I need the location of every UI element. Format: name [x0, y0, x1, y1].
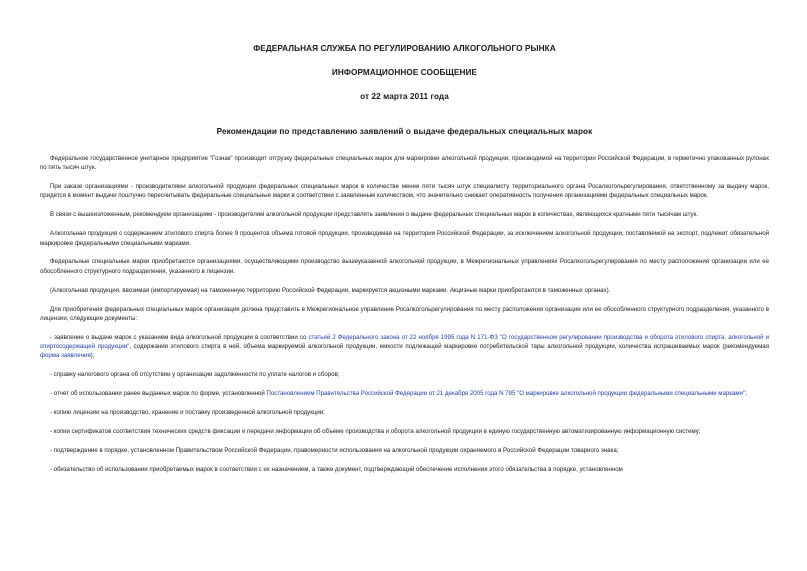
list-item-obligation: - обязательство об использовании приобретаемых марок в соответствии с их назначением, а также документ, подтверждающий обеспечение исполнения этого обязательства в порядке, установленном — [50, 465, 623, 473]
paragraph: (Алкогольная продукция, ввозимая (импортируемая) на таможенную территорию Российской Федерации, маркируется акцизными марками. Акцизные марки приобретаются в таможенных органах). — [50, 286, 611, 294]
list-item-certificates: - копии сертификатов соответствия технических средств фиксации и передачи информации об объеме производства и оборота алкогольной продукции в единую государственную автоматизированную информационную систему; — [50, 427, 701, 435]
document-date: от 22 марта 2011 года — [360, 92, 449, 101]
organization-heading: ФЕДЕРАЛЬНАЯ СЛУЖБА ПО РЕГУЛИРОВАНИЮ АЛКОГОЛЬНОГО РЫНКА — [253, 44, 556, 53]
list-item-application — [40, 333, 769, 361]
paragraph: Федеральные специальные марки приобретаются организациями, осуществляющими производство вышеуказанной алкогольной продукции, в Межрегиональных управлениях Росалкогольрегулирования по месту расположения организации или ее обособленного структурного подразделения, указанного в лицензии. — [40, 258, 769, 275]
text-segment: , содержания этилового спирта в ней, объема маркируемой алкогольной продукции, емкости подлежащей маркировке потребительской тары алкогольной продукции, количества испрашиваемых марок (рекомендуемая — [129, 343, 769, 351]
paragraph: Алкогольная продукция с содержанием этилового спирта более 9 процентов объема готовой продукции, производимая на территории Российской Федерации, за исключением алкогольной продукции, поставляемой на экспорт, подлежит обязательной маркировке федеральными специальными марками. — [40, 230, 769, 247]
paragraph: При заказе организациями - производителями алкогольной продукции федеральных специальных марок в количестве менее пяти тысяч штук специалисту территориального органа Росалкогольрегулирования, ответственному за выдачу марок, придется в момент выдачи поштучно пересчитывать федеральные специальные марки в соответствии с заявленным количеством, что значительно снижает оперативность получения организациями федеральных специальных марок. — [40, 183, 769, 200]
law-171-fz-link[interactable]: статьей 2 Федерального закона от 22 ноября 1995 года N 171-ФЗ "О государственном регулировании производства и оборота этилового спирта, алкогольной и спиртосодержащей продукции" — [40, 333, 769, 351]
list-item-usage-report — [40, 389, 769, 398]
paragraph: В связи с вышеизложенным, рекомендуем организациям - производителям алкогольной продукции представлять заявления о выдаче федеральных специальных марок в количествах, являющихся кратными пяти тысячам штук. — [50, 211, 698, 219]
text-segment: ; — [745, 390, 747, 398]
application-form-link[interactable]: форма заявления — [40, 352, 91, 360]
resolution-785-link[interactable]: Постановлением Правительства Российской Федерации от 21 декабря 2005 года N 785 "О маркировке алкогольной продукции федеральными специальными марками" — [266, 390, 746, 398]
paragraph: Для приобретения федеральных специальных марок организация должна представить в Межрегиональное управление Росалкогольрегулирования по месту расположения организации или ее обособленного структурного подразделения, указанного в лицензии, следующие документы: — [40, 305, 769, 322]
list-item-license-copy: - копию лицензии на производство, хранение и поставку произведенной алкогольной продукции; — [50, 408, 325, 416]
paragraph: Федеральное государственное унитарное предприятие "Гознак" производит отгрузку федеральных специальных марок для маркировки алкогольной продукции, производимой на территории Российской Федерации, в герметично упакованных рулонах по пять тысяч штук. — [40, 155, 769, 172]
text-segment: - заявление о выдаче марок с указанием вида алкогольной продукции в соответствии со — [50, 333, 309, 341]
document-title: Рекомендации по представлению заявлений о выдаче федеральных специальных марок — [216, 127, 593, 136]
text-segment: - отчет об использовании ранее выданных марок по форме, установленной — [50, 390, 267, 398]
document-type-heading: ИНФОРМАЦИОННОЕ СООБЩЕНИЕ — [331, 68, 478, 77]
list-item-trademark: - подтверждение в порядке, установленном Правительством Российской Федерации, правомерности использования на алкогольной продукции охраняемого в Российской Федерации товарного знака; — [50, 446, 619, 454]
text-segment: ); — [90, 352, 95, 360]
document-body — [40, 154, 769, 474]
list-item-tax-certificate: - справку налогового органа об отсутствии у организации задолженности по уплате налогов и сборов; — [50, 371, 340, 379]
